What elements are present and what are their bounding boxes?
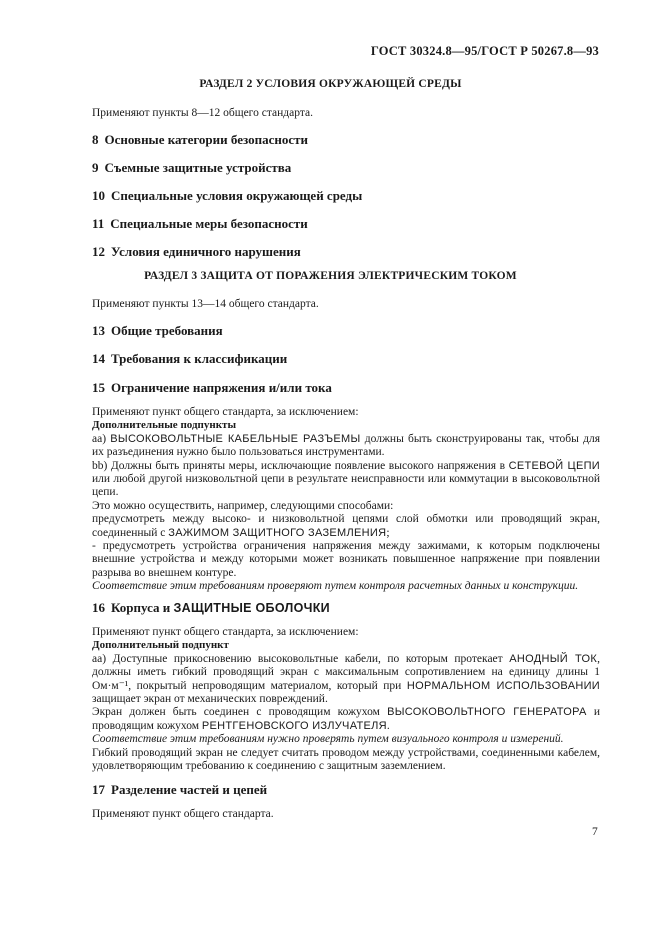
heading-8: 8 Основные категории безопасности xyxy=(92,132,309,147)
clause-16-subheading: Дополнительный подпункт xyxy=(92,639,229,652)
clause-17-intro: Применяют пункт общего стандарта. xyxy=(92,808,274,820)
clause-15-subheading: Дополнительные подпункты xyxy=(92,419,237,432)
clause-15-body xyxy=(92,406,600,594)
heading-11: 11 Специальные меры безопасности xyxy=(92,216,308,231)
document-header: ГОСТ 30324.8—95/ГОСТ Р 50267.8—93 xyxy=(370,44,599,58)
clause-15-way-2: - предусмотреть устройства ограничения напряжения между зажимами, к которым подключены внешние устройства и между которыми может возникать повышенное напряжение при появлении разрыва во внешнем контуре. xyxy=(92,540,600,579)
clause-15-ways: Это можно осуществить, например, следующими способами: xyxy=(92,499,394,512)
clause-16-aa: аа) Доступные прикосновению высоковольтные кабели, по которым протекает АНОДНЫЙ ТОК, должны иметь гибкий проводящий экран с максимальным сопротивлением на единицу длины 1 Ом·м⁻¹, покрытый непроводящим материалом, который при НОРМАЛЬНОМ ИСПОЛЬЗОВАНИИ защищает экран от механических повреждений. xyxy=(92,652,600,706)
clause-16-screen: Экран должен быть соединен с проводящим кожухом ВЫСОКОВОЛЬТНОГО ГЕНЕРАТОРА и проводящим кожухом РЕНТГЕНОВСКОГО ИЗЛУЧАТЕЛЯ. xyxy=(92,706,600,732)
clause-16-body xyxy=(92,626,600,773)
page-number: 7 xyxy=(592,826,598,838)
clause-16-intro: Применяют пункт общего стандарта, за исключением: xyxy=(92,626,359,638)
section-2-title: РАЗДЕЛ 2 УСЛОВИЯ ОКРУЖАЮЩЕЙ СРЕДЫ xyxy=(199,78,462,90)
clause-15-bb: bb) Должны быть приняты меры, исключающие появление высокого напряжения в СЕТЕВОЙ ЦЕПИ или любой другой низковольтной цепи в результате неисправности или коммутации в высоковольтной цепи. xyxy=(92,459,601,499)
heading-17: 17 Разделение частей и цепей xyxy=(92,782,268,797)
section-3-intro: Применяют пункты 13—14 общего стандарта. xyxy=(92,298,319,310)
clause-15-way-1: предусмотреть между высоко- и низковольтной цепями слой обмотки или проводящий экран, соединенный с ЗАЖИМОМ ЗАЩИТНОГО ЗАЗЕМЛЕНИЯ; xyxy=(92,513,600,539)
heading-15: 15 Ограничение напряжения и/или тока xyxy=(92,380,332,395)
heading-16: 16 Корпуса и ЗАЩИТНЫЕ ОБОЛОЧКИ xyxy=(92,600,330,615)
heading-10: 10 Специальные условия окружающей среды xyxy=(92,188,363,203)
clause-15-aa: аа) ВЫСОКОВОЛЬТНЫЕ КАБЕЛЬНЫЕ РАЗЪЕМЫ должны быть сконструированы так, чтобы для их разъединения нужно было пользоваться инструментами. xyxy=(92,432,600,459)
heading-13: 13 Общие требования xyxy=(92,323,223,338)
heading-12: 12 Условия единичного нарушения xyxy=(92,244,301,259)
clause-15-intro: Применяют пункт общего стандарта, за исключением: xyxy=(92,406,359,418)
clause-15-compliance: Соответствие этим требованиям проверяют путем контроля расчетных данных и конструкции. xyxy=(92,580,579,593)
clause-16-flex-screen: Гибкий проводящий экран не следует считать проводом между устройствами, соединенными кабелем, удовлетворяющим требованию к соединению с защитным заземлением. xyxy=(92,746,600,773)
section-3-title: РАЗДЕЛ 3 ЗАЩИТА ОТ ПОРАЖЕНИЯ ЭЛЕКТРИЧЕСКИМ ТОКОМ xyxy=(144,270,517,282)
section-2-intro: Применяют пункты 8—12 общего стандарта. xyxy=(92,107,313,119)
heading-9: 9 Съемные защитные устройства xyxy=(92,160,292,175)
heading-14: 14 Требования к классификации xyxy=(92,351,288,366)
clause-16-compliance: Соответствие этим требованиям нужно проверять путем визуального контроля и измерений. xyxy=(92,733,564,746)
